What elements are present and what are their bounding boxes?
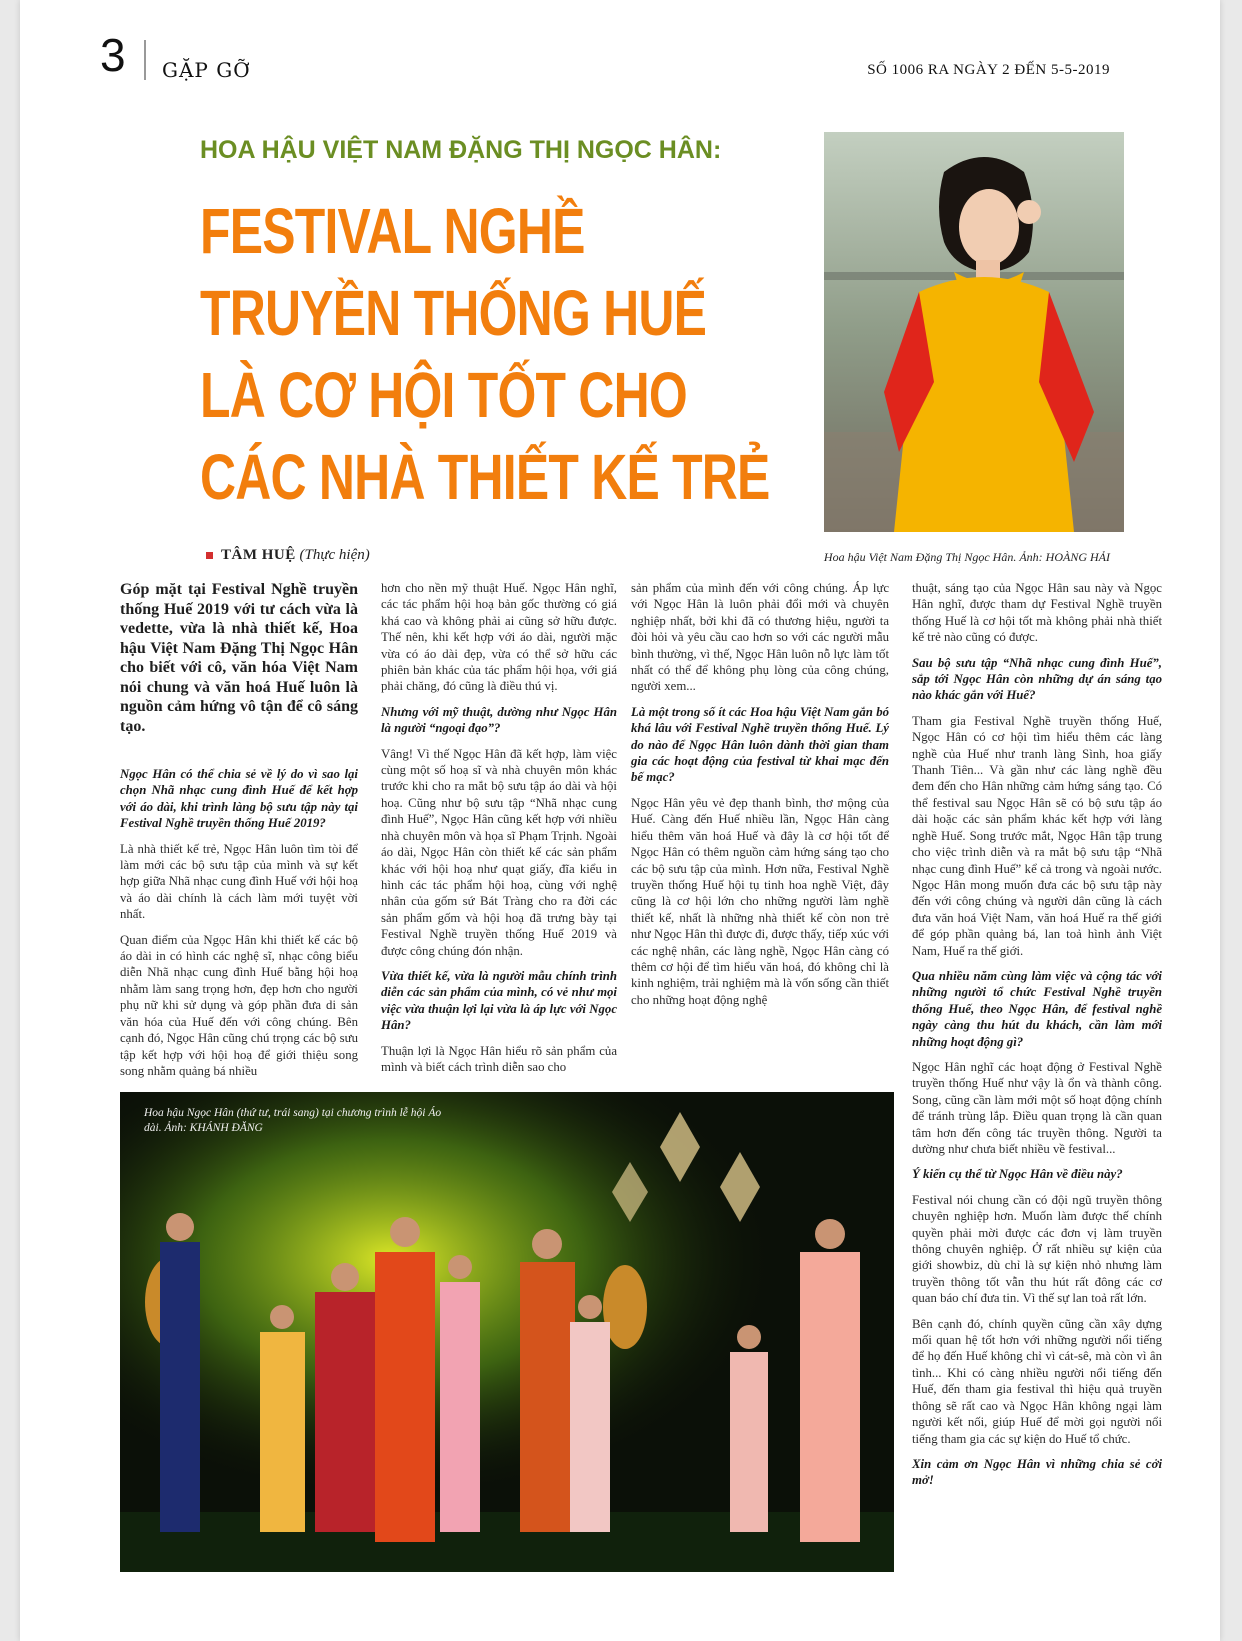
question: Qua nhiều năm cùng làm việc và cộng tác với những người tổ chức Festival Nghề truyền thống Huế, theo Ngọc Hân, để festival nghề ngày càng thu hút du khách, cần làm mới những hoạt động gì?	[912, 968, 1162, 1049]
article-column-2	[381, 580, 617, 1084]
closing-line: Xin cảm ơn Ngọc Hân vì những chia sẻ cởi mở!	[912, 1456, 1162, 1488]
answer-paragraph: Festival nói chung cần có đội ngũ truyền thông chuyên nghiệp hơn. Muốn làm được thế chính quyền phải mời được các đơn vị làm truyền thông chuyên nghiệp. Ở rất nhiều sự kiện của giới showbiz, dù chỉ là sự kiện nhỏ nhưng làm truyền thông tốt vẫn thu hút rất đông các cơ quan báo chí đưa tin. Vì thế sự lan toả rất lớn.	[912, 1192, 1162, 1306]
stage-illustration	[120, 1092, 894, 1572]
author-name: TÂM HUỆ	[221, 547, 296, 563]
answer-paragraph: Là nhà thiết kế trẻ, Ngọc Hân luôn tìm tòi để làm mới các bộ sưu tập của mình và sự kết hợp giữa Nhã nhạc cung đình Huế với hội hoạ và áo dài chính là cách làm mới tuyệt vời nhất.	[120, 841, 358, 922]
hero-caption: Hoa hậu Việt Nam Đặng Thị Ngọc Hân. Ảnh: HOÀNG HẢI	[823, 550, 1110, 564]
question: Vừa thiết kế, vừa là người mẫu chính trình diễn các sản phẩm của mình, có vẻ như mọi việc vừa thuận lợi lại vừa là áp lực với Ngọc Hân?	[381, 968, 617, 1033]
question: Ý kiến cụ thể từ Ngọc Hân về điều này?	[912, 1167, 1123, 1182]
magazine-page	[20, 0, 1220, 1641]
answer-paragraph: sản phẩm của mình đến với công chúng. Áp lực với Ngọc Hân là luôn phải đổi mới và chuyên nghiệp nhất, bởi khi đã có thương hiệu, người ta đòi hỏi và yêu cầu cao hơn so với các người mẫu bình thường, vì thế, Ngọc Hân luôn nỗ lực làm tốt nhất có thể để không phụ lòng của công chúng, người xem...	[631, 581, 889, 694]
article-column-1	[120, 580, 358, 1088]
question: Sau bộ sưu tập “Nhã nhạc cung đình Huế”, sắp tới Ngọc Hân còn những dự án sáng tạo nào khác gắn với Huế?	[912, 655, 1162, 703]
stage-caption: Hoa hậu Ngọc Hân (thứ tư, trái sang) tại chương trình lễ hội Áo dài. Ảnh: KHÁNH ĐĂNG	[144, 1107, 442, 1134]
article-column-4	[912, 580, 1162, 1498]
lede-paragraph: Góp mặt tại Festival Nghề truyền thống Huế 2019 với tư cách vừa là vedette, vừa là nhà thiết kế, Hoa hậu Việt Nam Đặng Thị Ngọc Hân cho biết với cô, văn hóa Việt Nam nói chung và văn hoá Huế luôn là nguồn cảm hứng vô tận để cô sáng tạo.	[120, 581, 358, 735]
byline	[206, 547, 370, 564]
page-number: 3	[100, 29, 126, 81]
headline-line: LÀ CƠ HỘI TỐT CHO	[200, 359, 687, 431]
header-divider	[144, 40, 146, 80]
answer-paragraph: Bên cạnh đó, chính quyền cũng cần xây dựng mối quan hệ tốt hơn với những người nổi tiếng để họ đến Huế không chỉ vì cát-sê, mà còn vì ân tình... Khi có càng nhiều người nổi tiếng đến Huế, đến tham gia festival thì hiệu quả truyền thông sẽ rất cao và Ngọc Hân không ngại làm người kết nối, giúp Huế để mời gọi người nổi tiếng tham gia các sự kiện do Huế tổ chức.	[912, 1316, 1162, 1446]
headline-line: TRUYỀN THỐNG HUẾ	[200, 277, 707, 349]
answer-paragraph: hơn cho nền mỹ thuật Huế. Ngọc Hân nghĩ, các tác phẩm hội hoạ bản gốc thường có giá khá cao và không phải ai cũng sở hữu được. Thế nên, khi kết hợp với áo dài, người mặc vừa có áo dài đẹp, vừa có thể sở hữu các phiên bản khác của tác phẩm hội họa, với giá phải chăng, đó cũng là điều thú vị.	[381, 581, 617, 694]
headline-line: CÁC NHÀ THIẾT KẾ TRẺ	[200, 441, 770, 513]
section-name: GẶP GỠ	[162, 58, 251, 82]
headline-line: FESTIVAL NGHỀ	[200, 195, 585, 267]
question: Ngọc Hân có thể chia sẻ về lý do vì sao lại chọn Nhã nhạc cung đình Huế để kết hợp với áo dài, khi trình làng bộ sưu tập này tại Festival Nghề truyền thống Huế 2019?	[120, 767, 358, 831]
answer-paragraph: Ngọc Hân nghĩ các hoạt động ở Festival Nghề truyền thống Huế như vậy là ổn và thành công. Song, cũng cần làm mới một số hoạt động chính để tránh trùng lắp. Điều quan trọng là cần quan tâm hơn đến công tác truyền thông. Người ta dường như chưa biết nhiều về festival...	[912, 1059, 1162, 1156]
author-role: (Thực hiện)	[299, 547, 370, 563]
answer-paragraph: Ngọc Hân yêu vẻ đẹp thanh bình, thơ mộng của Huế. Càng đến Huế nhiều lần, Ngọc Hân càng hiểu thêm văn hoá Huế và đây là cơ hội tốt để Ngọc Hân có thêm nguồn cảm hứng sáng tạo cho các bộ sưu tập của mình. Hơn nữa, Festival Nghề truyền thống Huế hội tụ tinh hoa nghề Việt, đây cũng là cơ hội lớn cho những người làm nghề thiết kế, nhất là những nhà thiết kế còn non trẻ như Ngọc Hân thì được đi, được thấy, tiếp xúc với các nghệ nhân, các làng nghề, Ngọc Hân càng có thêm cơ hội để tìm hiểu văn hoá, đó không chỉ là kinh nghiệm, trải nghiệm mà là vốn sống cần thiết cho những hoạt động nghệ	[631, 795, 889, 1007]
question: Là một trong số ít các Hoa hậu Việt Nam gắn bó khá lâu với Festival Nghề truyền thống Huế. Lý do nào để Ngọc Hân luôn dành thời gian tham gia các hoạt động của festival từ khai mạc đến bế mạc?	[631, 704, 889, 785]
answer-paragraph: Quan điểm của Ngọc Hân khi thiết kế các bộ áo dài in có hình các nghệ sĩ, nhạc công biểu diễn Nhã nhạc cung đình Huế bằng hội hoạ nhằm làm sang trọng hơn, đẹp hơn cho người phụ nữ khi sử dụng và góp phần đưa di sản văn hóa của Huế đến với công chúng. Bên cạnh đó, Ngọc Hân cũng chú trọng các bộ sưu tập kết hợp với hội hoạ để giới thiệu song song nhằm quảng bá nhiều	[120, 932, 358, 1078]
portrait-illustration	[824, 132, 1124, 532]
article-kicker: HOA HẬU VIỆT NAM ĐẶNG THỊ NGỌC HÂN:	[200, 136, 722, 164]
stage-photo	[120, 1092, 894, 1572]
answer-paragraph: Vâng! Vì thế Ngọc Hân đã kết hợp, làm việc cùng một số hoạ sĩ và nhà chuyên môn khác trước khi cho ra mắt bộ sưu tập áo dài và hội hoạ. Cũng như bộ sưu tập “Nhã nhạc cung đình Huế”, Ngọc Hân cũng kết hợp với nhiều nhà chuyên môn và họa sĩ Phạm Trịnh. Ngoài áo dài, Ngọc Hân còn thiết kế các sản phẩm khác với hội hoạ như quạt giấy, đĩa kiểu in hình các tác phẩm hội hoạ, cùng với nghệ nhân của gốm sứ Bát Tràng cho ra đời các sản phẩm gốm và hội hoạ đã trưng bày tại Festival Nghề truyền thống Huế 2019 và được công chúng đón nhận.	[381, 746, 617, 958]
byline-marker	[206, 552, 213, 559]
answer-paragraph: Tham gia Festival Nghề truyền thống Huế, Ngọc Hân có cơ hội tìm hiểu thêm các làng nghề của Huế như tranh làng Sình, hoa giấy Thanh Tiên... Và gần như các làng nghề đều đem đến cho Hân những cảm hứng sáng tạo. Có thể festival sau Ngọc Hân sẽ có bộ sưu tập áo dài hoặc các sản phẩm khác kết hợp với làng nghề Huế. Song trước mắt, Ngọc Hân tập trung cho việc trình diễn và ra mắt bộ sưu tập “Nhã nhạc cung đình Huế” kể cả trong và ngoài nước. Ngọc Hân mong muốn đưa các bộ sưu tập này đến với công chúng và người dân cũng là cách đưa văn hoá Việt Nam, văn hoá Huế ra thế giới để góp phần quảng bá, lan toả hình ảnh Việt Nam, Huế ra thế giới.	[912, 713, 1162, 958]
question: Nhưng với mỹ thuật, dường như Ngọc Hân là người “ngoại đạo”?	[381, 704, 617, 736]
hero-photo	[824, 132, 1124, 532]
issue-date: SỐ 1006 RA NGÀY 2 ĐẾN 5-5-2019	[867, 62, 1110, 78]
answer-paragraph: Thuận lợi là Ngọc Hân hiểu rõ sản phẩm của mình và biết cách trình diễn sao cho	[381, 1043, 617, 1074]
article-headline	[200, 190, 824, 518]
answer-paragraph: thuật, sáng tạo của Ngọc Hân sau này và Ngọc Hân nghĩ, được tham dự Festival Nghề truyền thống Huế là cơ hội tốt mà không phải nhà thiết kế trẻ nào cũng có được.	[912, 581, 1162, 645]
article-column-3	[631, 580, 889, 1017]
